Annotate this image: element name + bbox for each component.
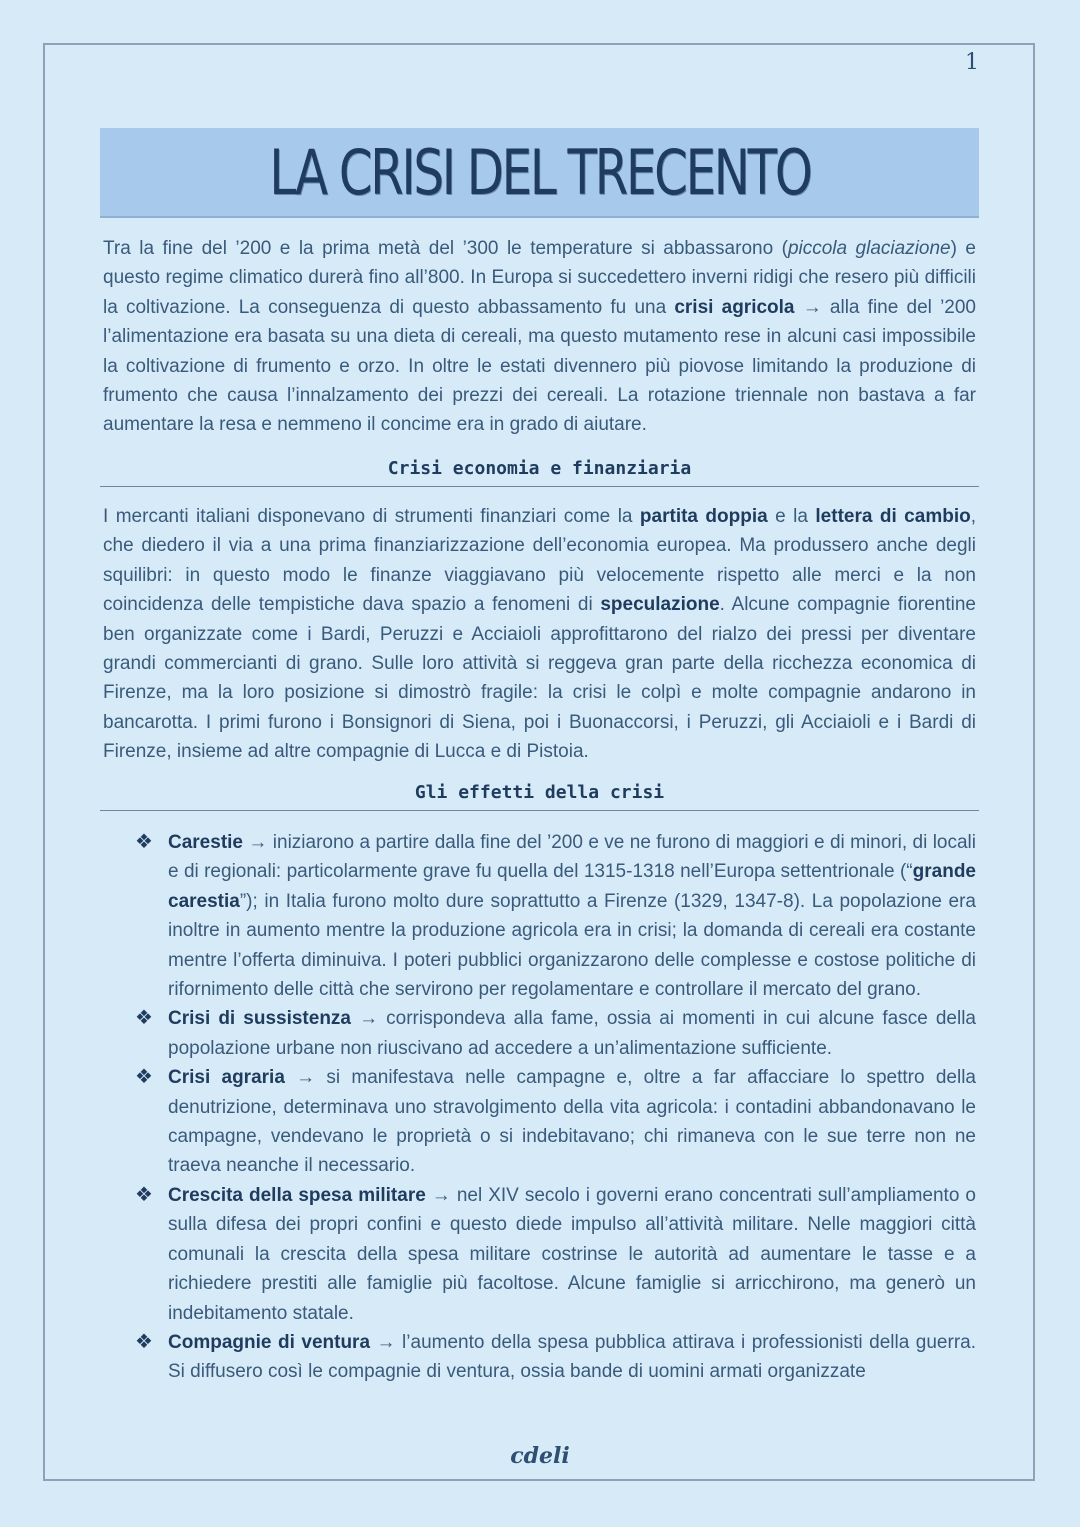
list-item-term: Compagnie di ventura (168, 1331, 371, 1353)
list-item-text: → iniziarono a partire dalla fine del ’200 e ve ne furono di maggiori e di minori, di locali e di regionali: particolarmente grave fu quella del 1315-1318 nell’Europa settentrionale (“ (168, 832, 976, 883)
list-item (103, 1004, 976, 1063)
list-item-text: → l’aumento della spesa pubblica attirava i professionisti della guerra. Si diffusero così le compagnie di ventura, ossia bande di uomini armati organizzate (168, 1331, 976, 1383)
section-heading-crisis-effects: Gli effetti della crisi (100, 780, 979, 811)
list-item (103, 1063, 976, 1181)
intro-bold-term: crisi agricola (674, 296, 795, 318)
title-banner (100, 128, 979, 218)
list-item-term: Crescita della spesa militare (168, 1184, 426, 1206)
list-item (103, 828, 976, 1004)
intro-text: ) e questo regime climatico durerà fino all’800. In Europa si succedettero inverni ridigi che resero più difficili la coltivazione. La conseguenza di questo abbassamento fu una (103, 238, 976, 318)
list-item-term: Carestie (168, 832, 243, 853)
section-heading-economic-crisis: Crisi economia e finanziaria (100, 456, 979, 487)
list-item-text: ”); in Italia furono molto dure soprattutto a Firenze (1329, 1347-8). La popolazione era inoltre in aumento mentre la produzione agricola era in crisi; la domanda di cereali era costante mentre l’offerta diminuiva. I poteri pubblici organizzarono delle complesse e costose politiche di rifornimento delle città che servirono per regolamentare e controllare il mercato del grano. (168, 890, 976, 1001)
footer-logo: cdeli (510, 1443, 570, 1469)
economic-crisis-paragraph (103, 502, 976, 767)
diamond-bullet-icon: ❖ (135, 831, 153, 853)
page-number: 1 (965, 50, 979, 75)
paragraph-text: . Alcune compagnie fiorentine ben organizzate come i Bardi, Peruzzi e Acciaioli approfittarono del rialzo dei pressi per diventare grandi commercianti di grano. Sulle loro attività si reggeva gran parte della ricchezza economica di Firenze, ma la loro posizione si dimostrò fragile: la crisi le colpì e molte compagnie andarono in bancarotta. I primi furono i Bonsignori di Siena, poi i Buonaccorsi, i Peruzzi, gli Acciaioli e i Bardi di Firenze, insieme ad altre compagnie di Lucca e di Pistoia. (103, 594, 977, 763)
list-item-term: Crisi agraria (168, 1067, 285, 1089)
diamond-bullet-icon: ❖ (135, 1183, 153, 1206)
bold-term: grande carestia (168, 861, 976, 912)
bold-term: partita doppia (639, 506, 768, 527)
diamond-bullet-icon: ❖ (135, 1066, 153, 1089)
list-item-text: → corrispondeva alla fame, ossia ai momenti in cui alcune fasce della popolazione urbane non riuscivano ad accedere a un’alimentazione sufficiente. (168, 1008, 976, 1059)
intro-paragraph (103, 234, 976, 440)
intro-text: → alla fine del ’200 l’alimentazione era basata su una dieta di cereali, ma questo mutamento rese in alcuni casi impossibile la coltivazione di frumento e orzo. In oltre le estati divennero più piovose limitando la produzione di frumento che causa l’innalzamento dei prezzi dei cereali. La rotazione triennale non bastava a far aumentare la resa e nemmeno il concime era in grado di aiutare. (103, 296, 976, 436)
list-item-term: Crisi di sussistenza (168, 1008, 351, 1030)
crisis-effects-list (103, 828, 976, 1387)
paragraph-text: e la (767, 506, 816, 527)
list-item (103, 1181, 976, 1328)
paragraph-text: , che diedero il via a una prima finanziarizzazione dell’economia europea. Ma produssero anche degli squilibri: in questo modo le finanze viaggiavano più velocemente rispetto alle merci e la non coincidenza delle tempistiche dava spazio a fenomeni di (103, 506, 976, 616)
diamond-bullet-icon: ❖ (135, 1007, 153, 1030)
list-item (103, 1328, 976, 1387)
paragraph-text: I mercanti italiani disponevano di strumenti finanziari come la (103, 506, 640, 527)
diamond-bullet-icon: ❖ (135, 1330, 153, 1353)
bold-term: speculazione (600, 594, 720, 616)
intro-text: Tra la fine del ’200 e la prima metà del ’300 le temperature si abbassarono ( (103, 238, 788, 259)
list-item-text: → si manifestava nelle campagne e, oltre a far affacciare lo spettro della denutrizione, determinava uno stravolgimento della vita agricola: i contadini abbandonavano le campagne, vendevano le proprietà o si indebitavano; chi rimaneva con le sue terre non ne traeva neanche il necessario. (168, 1067, 976, 1177)
page-title: LA CRISI DEL TRECENTO (268, 135, 811, 209)
bold-term: lettera di cambio (815, 506, 971, 527)
intro-italic-term: piccola glaciazione (787, 238, 951, 259)
list-item-text: → nel XIV secolo i governi erano concentrati sull’ampliamento o sulla difesa dei propri confini e questo diede impulso all’attività militare. Nelle maggiori città comunali la crescita della spesa militare costrinse le autorità ad aumentare le tasse e a richiedere prestiti alle famiglie più facoltose. Alcune famiglie si arricchirono, ma generò un indebitamento statale. (168, 1184, 976, 1324)
